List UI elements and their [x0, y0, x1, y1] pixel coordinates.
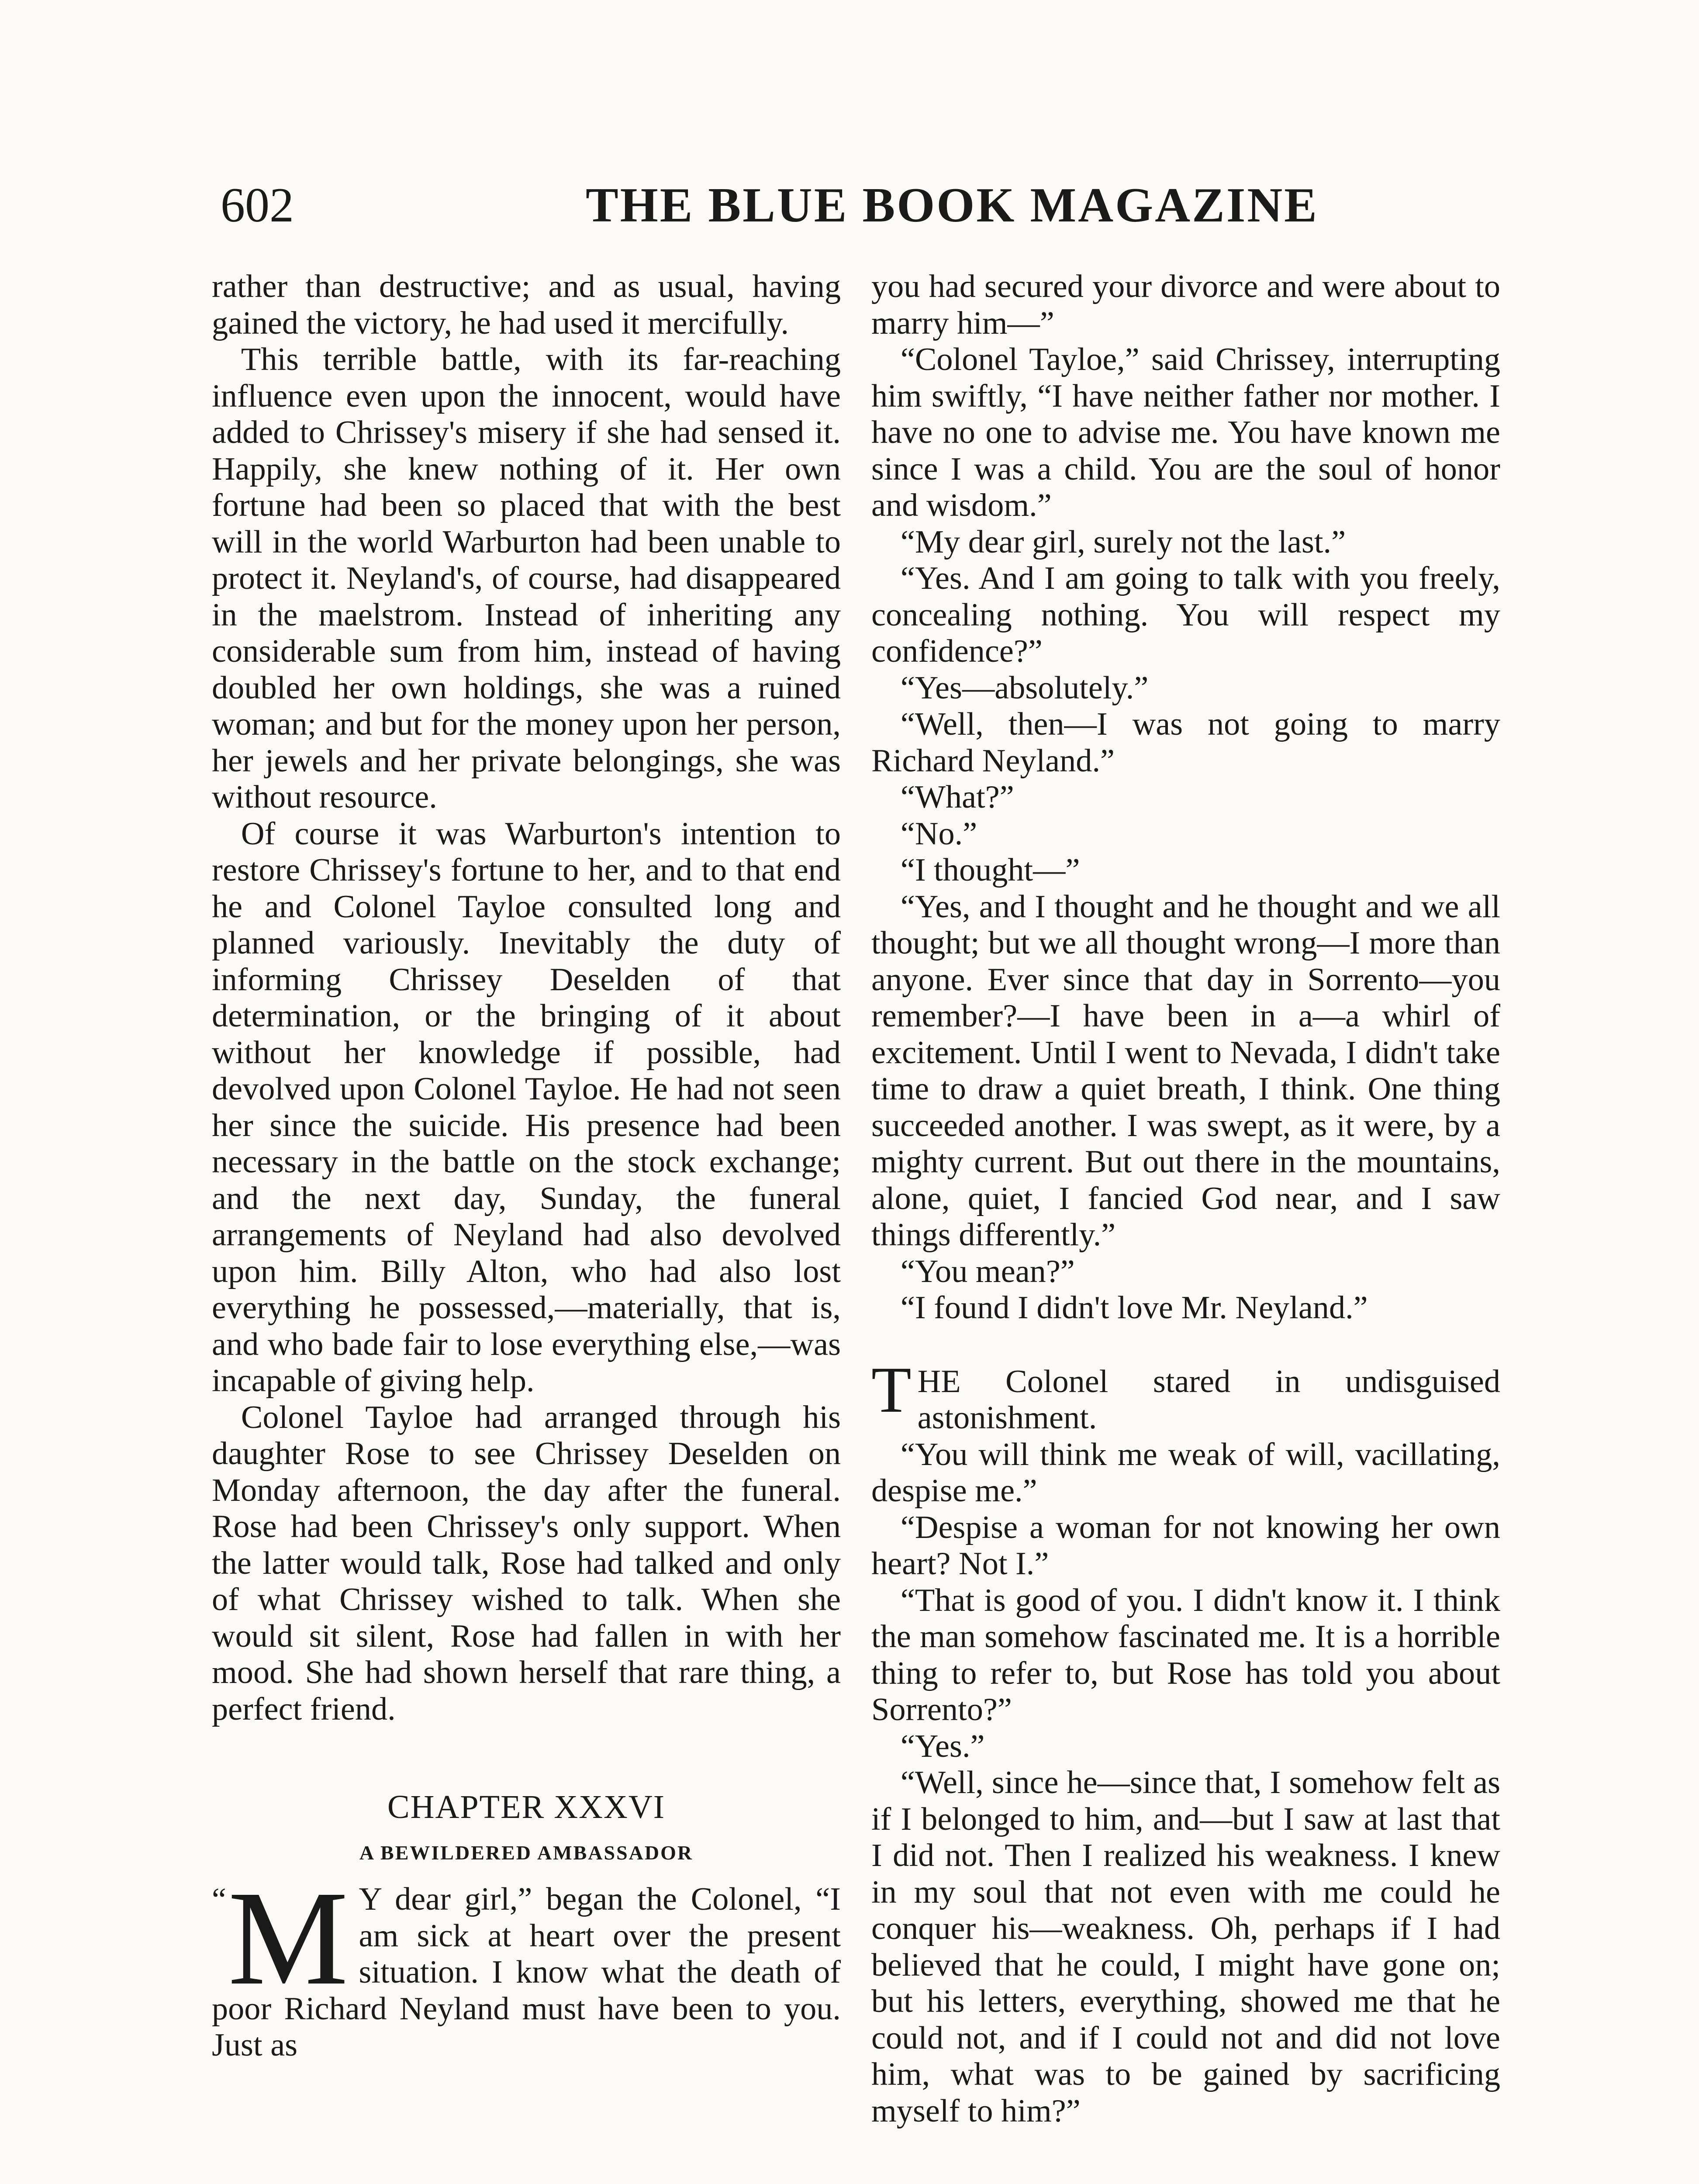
page-number: 602 — [221, 178, 294, 232]
section-opening-paragraph — [871, 1353, 1500, 1437]
right-column — [871, 269, 1500, 2129]
left-column — [212, 269, 841, 2064]
paragraph: Of course it was Warburton's intention to restore Chrissey's fortune to her, and to that end he and Colonel Tayloe consulted long and planned variously. Inevitably the duty of informing Chrissey Deselden of that determination, or the bringing of it about without her knowledge if possible, had devolved upon Colonel Tayloe. He had not seen her since the suicide. His presence had been necessary in the battle on the stock exchange; and the next day, Sunday, the funeral arrangements of Neyland had also devolved upon him. Billy Alton, who had also lost everything he possessed,—materially, that is, and who bade fair to lose everything else,—was incapable of giving help. — [212, 816, 841, 1399]
paragraph: “Well, then—I was not going to marry Richard Neyland.” — [871, 706, 1500, 779]
paragraph: “Despise a woman for not knowing her own heart? Not I.” — [871, 1509, 1500, 1582]
paragraph: “Yes. And I am going to talk with you freely, concealing nothing. You will respect my confidence?” — [871, 560, 1500, 669]
chapter-subtitle: A BEWILDERED AMBASSADOR — [359, 1842, 694, 1864]
chapter-title: CHAPTER XXXVI — [387, 1789, 666, 1825]
paragraph: “That is good of you. I didn't know it. I think the man somehow fascinated me. It is a horrible thing to refer to, but Rose has told you about Sorrento?” — [871, 1582, 1500, 1728]
page-header — [0, 173, 1699, 238]
paragraph: rather than destructive; and as usual, having gained the victory, he had used it mercifully. — [212, 269, 841, 341]
dropcap-quote: “ — [212, 1882, 226, 1918]
paragraph: “No.” — [900, 816, 977, 852]
paragraph: “My dear girl, surely not the last.” — [900, 524, 1346, 560]
paragraph: “I thought—” — [900, 852, 1080, 888]
paragraph: “What?” — [900, 779, 1014, 815]
paragraph: “You will think me weak of will, vacillating, despise me.” — [871, 1436, 1500, 1509]
paragraph: “Well, since he—since that, I somehow felt as if I belonged to him, and—but I saw at last that I did not. Then I realized his weakness. I knew in my soul that not even with me could he conquer his—weakness. Oh, perhaps if I had believed that he could, I might have gone on; but his letters, everything, showed me that he could not, and if I could not and did not love him, what was to be gained by sacrificing myself to him?” — [871, 1765, 1500, 2129]
dropcap-letter: T — [871, 1353, 912, 1426]
paragraph: “I found I didn't love Mr. Neyland.” — [900, 1290, 1368, 1326]
dropcap-letter: M — [228, 1863, 349, 2013]
paragraph-text: HE Colonel stared in undisguised astonishment. — [917, 1363, 1500, 1436]
chapter-opening-paragraph — [212, 1863, 841, 2064]
paragraph: “You mean?” — [900, 1253, 1075, 1289]
section-break — [871, 1327, 1500, 1364]
magazine-title: THE BLUE BOOK MAGAZINE — [585, 178, 1319, 232]
paragraph: Colonel Tayloe had arranged through his daughter Rose to see Chrissey Deselden on Monday afternoon, the day after the funeral. Rose had been Chrissey's only support. When the latter would talk, Rose had talked and only of what Chrissey wished to talk. When she would sit silent, Rose had fallen in with her mood. She had shown herself that rare thing, a perfect friend. — [212, 1399, 841, 1727]
paragraph: This terrible battle, with its far-reaching influence even upon the innocent, would have added to Chrissey's misery if she had sensed it. Happily, she knew nothing of it. Her own fortune had been so placed that with the best will in the world Warburton had been unable to protect it. Neyland's, of course, had disappeared in the maelstrom. Instead of inheriting any considerable sum from him, instead of having doubled her own holdings, she was a ruined woman; and but for the money upon her person, her jewels and her private belongings, she was without resource. — [212, 342, 841, 815]
paragraph: “Yes, and I thought and he thought and we all thought; but we all thought wrong—I more than anyone. Ever since that day in Sorrento—you remember?—I have been in a—a whirl of excitement. Until I went to Nevada, I didn't take time to draw a quiet breath, I think. One thing succeeded another. I was swept, as it were, by a mighty current. But out there in the mountains, alone, quiet, I fancied God near, and I saw things differently.” — [871, 888, 1500, 1253]
paragraph: “Yes.” — [900, 1728, 985, 1764]
paragraph: “Yes—absolutely.” — [900, 670, 1149, 706]
paragraph: “Colonel Tayloe,” said Chrissey, interrupting him swiftly, “I have neither father nor mother. I have no one to advise me. You have known me since I was a child. You are the soul of honor and wisdom.” — [871, 342, 1500, 523]
paragraph-text: Y dear girl,” began the Colonel, “I am sick at heart over the present situation. I know what the death of poor Richard Neyland must have been to you. Just as — [212, 1881, 841, 2063]
paragraph: you had secured your divorce and were about to marry him—” — [871, 269, 1500, 341]
